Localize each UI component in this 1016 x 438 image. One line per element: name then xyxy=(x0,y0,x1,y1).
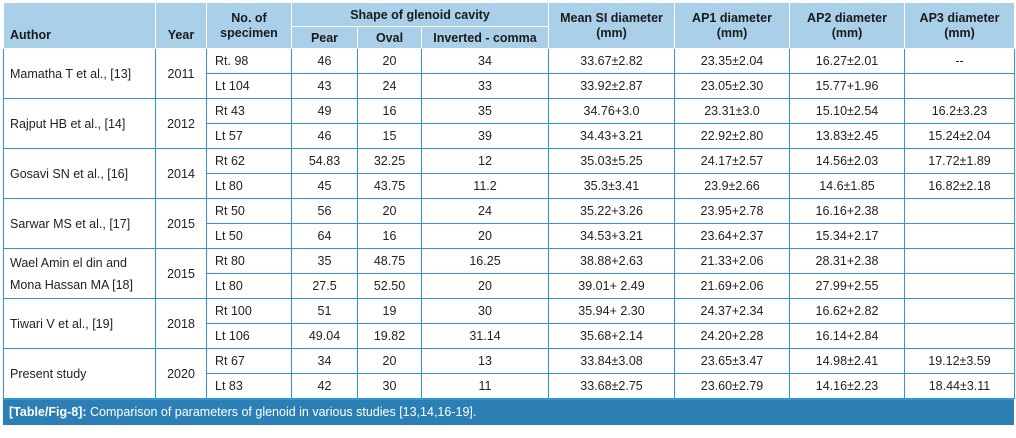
ap1-diameter-cell: 23.35±2.04 xyxy=(675,49,790,74)
author-cell: Tiwari V et al., [19] xyxy=(4,299,156,349)
specimen-cell: Rt 67 xyxy=(207,349,292,374)
year-cell: 2011 xyxy=(156,49,207,99)
year-cell: 2012 xyxy=(156,99,207,149)
table-figure xyxy=(3,2,1014,425)
specimen-cell: Rt 62 xyxy=(207,149,292,174)
ap2-diameter-cell: 14.6±1.85 xyxy=(790,174,905,199)
specimen-cell: Lt 57 xyxy=(207,124,292,149)
table-header xyxy=(4,3,1015,49)
si-diameter-cell: 35.03±5.25 xyxy=(549,149,675,174)
pear-cell: 54.83 xyxy=(292,149,358,174)
ap2-diameter-cell: 16.62+2.82 xyxy=(790,299,905,324)
col-header-ap2: AP2 diameter (mm) xyxy=(790,3,905,49)
oval-cell: 48.75 xyxy=(358,249,422,274)
specimen-cell: Rt. 98 xyxy=(207,49,292,74)
ap2-diameter-cell: 14.98±2.41 xyxy=(790,349,905,374)
oval-cell: 15 xyxy=(358,124,422,149)
oval-cell: 32.25 xyxy=(358,149,422,174)
ap3-diameter-cell: 19.12±3.59 xyxy=(905,349,1015,374)
table-row xyxy=(4,199,1015,224)
pear-cell: 34 xyxy=(292,349,358,374)
col-header-oval: Oval xyxy=(358,27,422,49)
oval-cell: 19 xyxy=(358,299,422,324)
pear-cell: 35 xyxy=(292,249,358,274)
comma-cell: 39 xyxy=(422,124,549,149)
pear-cell: 49 xyxy=(292,99,358,124)
table-caption xyxy=(3,399,1014,425)
ap3-diameter-cell xyxy=(905,299,1015,324)
author-cell: Mamatha T et al., [13] xyxy=(4,49,156,99)
caption-text: Comparison of parameters of glenoid in various studies [13,14,16-19]. xyxy=(86,405,477,419)
ap1-diameter-cell: 23.95+2.78 xyxy=(675,199,790,224)
specimen-cell: Lt 80 xyxy=(207,174,292,199)
ap3-diameter-cell: 18.44±3.11 xyxy=(905,374,1015,399)
si-diameter-cell: 35.94+ 2.30 xyxy=(549,299,675,324)
specimen-cell: Rt 50 xyxy=(207,199,292,224)
ap1-diameter-cell: 21.33+2.06 xyxy=(675,249,790,274)
year-cell: 2014 xyxy=(156,149,207,199)
ap1-diameter-cell: 23.31±3.0 xyxy=(675,99,790,124)
oval-cell: 52.50 xyxy=(358,274,422,299)
specimen-cell: Rt 80 xyxy=(207,249,292,274)
si-diameter-cell: 38.88+2.63 xyxy=(549,249,675,274)
si-diameter-cell: 34.76+3.0 xyxy=(549,99,675,124)
comma-cell: 20 xyxy=(422,274,549,299)
author-cell: Gosavi SN et al., [16] xyxy=(4,149,156,199)
ap3-diameter-cell: 16.82±2.18 xyxy=(905,174,1015,199)
ap2-diameter-cell: 14.16±2.23 xyxy=(790,374,905,399)
si-diameter-cell: 33.67±2.82 xyxy=(549,49,675,74)
si-diameter-cell: 34.53+3.21 xyxy=(549,224,675,249)
col-header-ap3: AP3 diameter (mm) xyxy=(905,3,1015,49)
col-header-shape-group: Shape of glenoid cavity xyxy=(292,3,549,27)
ap1-diameter-cell: 23.05±2.30 xyxy=(675,74,790,99)
si-diameter-cell: 35.3±3.41 xyxy=(549,174,675,199)
oval-cell: 43.75 xyxy=(358,174,422,199)
ap3-diameter-cell: 17.72±1.89 xyxy=(905,149,1015,174)
pear-cell: 49.04 xyxy=(292,324,358,349)
ap3-diameter-cell: 16.2±3.23 xyxy=(905,99,1015,124)
pear-cell: 46 xyxy=(292,124,358,149)
ap2-diameter-cell: 13.83±2.45 xyxy=(790,124,905,149)
table-row xyxy=(4,349,1015,374)
pear-cell: 56 xyxy=(292,199,358,224)
ap3-diameter-cell xyxy=(905,74,1015,99)
ap1-diameter-cell: 23.60±2.79 xyxy=(675,374,790,399)
comma-cell: 33 xyxy=(422,74,549,99)
comma-cell: 13 xyxy=(422,349,549,374)
ap1-diameter-cell: 24.17±2.57 xyxy=(675,149,790,174)
specimen-cell: Lt 50 xyxy=(207,224,292,249)
comma-cell: 30 xyxy=(422,299,549,324)
ap2-diameter-cell: 27.99+2.55 xyxy=(790,274,905,299)
ap1-diameter-cell: 22.92±2.80 xyxy=(675,124,790,149)
table-row xyxy=(4,249,1015,274)
ap1-diameter-cell: 24.37+2.34 xyxy=(675,299,790,324)
comma-cell: 31.14 xyxy=(422,324,549,349)
specimen-cell: Lt 83 xyxy=(207,374,292,399)
ap2-diameter-cell: 28.31+2.38 xyxy=(790,249,905,274)
pear-cell: 51 xyxy=(292,299,358,324)
pear-cell: 27.5 xyxy=(292,274,358,299)
ap2-diameter-cell: 15.10±2.54 xyxy=(790,99,905,124)
comma-cell: 35 xyxy=(422,99,549,124)
oval-cell: 20 xyxy=(358,199,422,224)
comma-cell: 24 xyxy=(422,199,549,224)
author-cell: Sarwar MS et al., [17] xyxy=(4,199,156,249)
ap1-diameter-cell: 23.9±2.66 xyxy=(675,174,790,199)
ap1-diameter-cell: 24.20+2.28 xyxy=(675,324,790,349)
oval-cell: 24 xyxy=(358,74,422,99)
author-cell: Wael Amin el din and Mona Hassan MA [18] xyxy=(4,249,156,299)
si-diameter-cell: 39.01+ 2.49 xyxy=(549,274,675,299)
si-diameter-cell: 33.68±2.75 xyxy=(549,374,675,399)
author-cell: Rajput HB et al., [14] xyxy=(4,99,156,149)
col-header-year: Year xyxy=(156,3,207,49)
ap3-diameter-cell: -- xyxy=(905,49,1015,74)
oval-cell: 16 xyxy=(358,99,422,124)
comma-cell: 16.25 xyxy=(422,249,549,274)
col-header-specimen: No. of specimen xyxy=(207,3,292,49)
ap3-diameter-cell xyxy=(905,199,1015,224)
si-diameter-cell: 33.92±2.87 xyxy=(549,74,675,99)
table-row xyxy=(4,49,1015,74)
si-diameter-cell: 35.22+3.26 xyxy=(549,199,675,224)
ap2-diameter-cell: 16.16+2.38 xyxy=(790,199,905,224)
col-header-pear: Pear xyxy=(292,27,358,49)
si-diameter-cell: 33.84±3.08 xyxy=(549,349,675,374)
year-cell: 2018 xyxy=(156,299,207,349)
specimen-cell: Lt 106 xyxy=(207,324,292,349)
comma-cell: 11 xyxy=(422,374,549,399)
year-cell: 2015 xyxy=(156,249,207,299)
ap2-diameter-cell: 16.27±2.01 xyxy=(790,49,905,74)
ap3-diameter-cell xyxy=(905,224,1015,249)
oval-cell: 16 xyxy=(358,224,422,249)
oval-cell: 20 xyxy=(358,349,422,374)
specimen-cell: Lt 80 xyxy=(207,274,292,299)
specimen-cell: Rt 43 xyxy=(207,99,292,124)
oval-cell: 20 xyxy=(358,49,422,74)
pear-cell: 43 xyxy=(292,74,358,99)
pear-cell: 46 xyxy=(292,49,358,74)
comparison-table xyxy=(3,2,1015,399)
table-row xyxy=(4,149,1015,174)
col-header-si: Mean SI diameter (mm) xyxy=(549,3,675,49)
ap3-diameter-cell xyxy=(905,324,1015,349)
table-row xyxy=(4,299,1015,324)
comma-cell: 12 xyxy=(422,149,549,174)
ap3-diameter-cell xyxy=(905,249,1015,274)
year-cell: 2015 xyxy=(156,199,207,249)
ap1-diameter-cell: 23.65±3.47 xyxy=(675,349,790,374)
caption-tag: [Table/Fig-8]: xyxy=(9,405,87,419)
comma-cell: 34 xyxy=(422,49,549,74)
ap2-diameter-cell: 16.14+2.84 xyxy=(790,324,905,349)
ap2-diameter-cell: 15.34+2.17 xyxy=(790,224,905,249)
ap1-diameter-cell: 21.69+2.06 xyxy=(675,274,790,299)
ap1-diameter-cell: 23.64+2.37 xyxy=(675,224,790,249)
year-cell: 2020 xyxy=(156,349,207,399)
comma-cell: 11.2 xyxy=(422,174,549,199)
pear-cell: 42 xyxy=(292,374,358,399)
table-row xyxy=(4,99,1015,124)
specimen-cell: Lt 104 xyxy=(207,74,292,99)
ap2-diameter-cell: 15.77+1.96 xyxy=(790,74,905,99)
table-body xyxy=(4,49,1015,399)
col-header-author: Author xyxy=(4,3,156,49)
ap3-diameter-cell: 15.24±2.04 xyxy=(905,124,1015,149)
si-diameter-cell: 34.43+3.21 xyxy=(549,124,675,149)
oval-cell: 30 xyxy=(358,374,422,399)
pear-cell: 45 xyxy=(292,174,358,199)
col-header-comma: Inverted - comma xyxy=(422,27,549,49)
col-header-ap1: AP1 diameter (mm) xyxy=(675,3,790,49)
oval-cell: 19.82 xyxy=(358,324,422,349)
ap2-diameter-cell: 14.56±2.03 xyxy=(790,149,905,174)
ap3-diameter-cell xyxy=(905,274,1015,299)
si-diameter-cell: 35.68+2.14 xyxy=(549,324,675,349)
specimen-cell: Rt 100 xyxy=(207,299,292,324)
author-cell: Present study xyxy=(4,349,156,399)
pear-cell: 64 xyxy=(292,224,358,249)
comma-cell: 20 xyxy=(422,224,549,249)
